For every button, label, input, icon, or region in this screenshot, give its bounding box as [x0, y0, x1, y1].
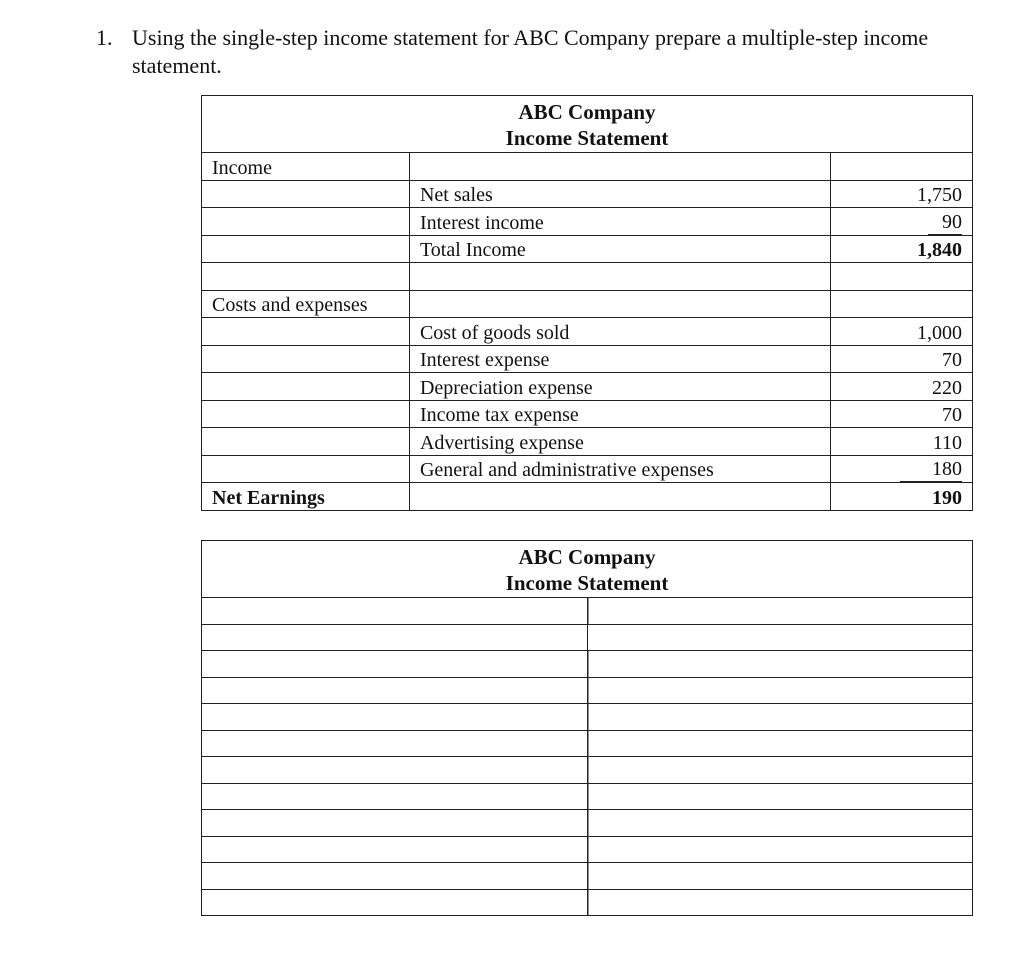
line-item-amount: 90: [928, 210, 962, 235]
income-section-label: Income: [202, 153, 410, 181]
blank-answer-cell[interactable]: [587, 624, 973, 651]
blank-answer-cell[interactable]: [202, 757, 973, 784]
blank-answer-cell[interactable]: [202, 651, 973, 678]
line-item-amount: 1,750: [831, 180, 973, 208]
line-item-amount: 180: [900, 457, 962, 482]
line-item-label: Depreciation expense: [409, 373, 830, 401]
blank-answer-cell[interactable]: [202, 677, 973, 704]
table-row: [202, 345, 973, 373]
blank-answer-cell[interactable]: [202, 598, 973, 625]
statement-header: [202, 96, 973, 153]
blank-answer-cell[interactable]: [202, 704, 973, 731]
table-row: [202, 428, 973, 456]
company-name: ABC Company: [518, 100, 656, 124]
total-income-amount: 1,840: [831, 235, 973, 263]
single-step-income-statement: [201, 95, 973, 511]
table-row: [202, 318, 973, 346]
blank-answer-cell[interactable]: [202, 783, 973, 810]
table-row: [202, 373, 973, 401]
blank-answer-cell[interactable]: [202, 730, 973, 757]
blank-statement-header: [202, 541, 973, 598]
line-item-amount: 70: [831, 400, 973, 428]
table-row: [202, 208, 973, 236]
multiple-step-income-statement-blank: [201, 540, 973, 916]
line-item-amount: 110: [831, 428, 973, 456]
line-item-label: Interest expense: [409, 345, 830, 373]
blank-answer-cell[interactable]: [202, 863, 973, 890]
line-item-label: Net sales: [409, 180, 830, 208]
line-item-label: Interest income: [419, 211, 544, 234]
table-row: [202, 180, 973, 208]
line-item-label: General and administrative expenses: [419, 459, 714, 481]
line-item-label: Cost of goods sold: [409, 318, 830, 346]
blank-answer-cell[interactable]: [202, 889, 973, 916]
blank-answer-cell[interactable]: [202, 836, 973, 863]
costs-section-label: Costs and expenses: [202, 290, 410, 318]
question-number: 1.: [96, 25, 113, 50]
line-item-amount: 1,000: [831, 318, 973, 346]
line-item-label: Advertising expense: [409, 428, 830, 456]
net-earnings-amount: 190: [831, 483, 973, 511]
blank-company-name: ABC Company: [518, 545, 656, 569]
table-row: [202, 455, 973, 483]
blank-answer-cell[interactable]: [202, 810, 973, 837]
question-text: Using the single-step income statement for ABC Company prepare a multiple-step income statement.: [132, 25, 929, 78]
total-income-label: Total Income: [409, 235, 830, 263]
line-item-label: Income tax expense: [409, 400, 830, 428]
table-row: [202, 400, 973, 428]
blank-answer-cell[interactable]: [202, 624, 588, 651]
line-item-amount: 70: [831, 345, 973, 373]
line-item-amount: 220: [831, 373, 973, 401]
table-row: [202, 235, 973, 263]
statement-title: Income Statement: [505, 126, 669, 150]
net-earnings-label: Net Earnings: [212, 486, 325, 509]
blank-statement-title: Income Statement: [505, 571, 669, 595]
